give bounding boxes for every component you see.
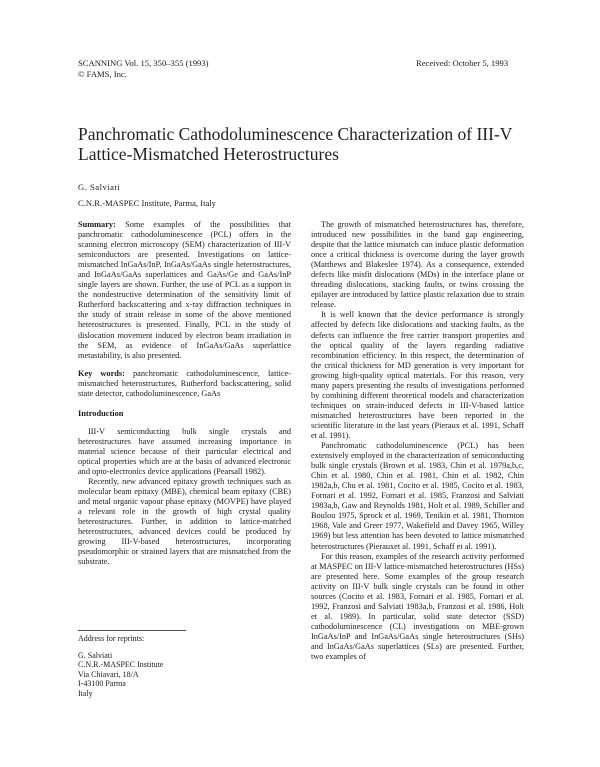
- intro-paragraph: Recently, new advanced epitaxy growth techniques such as molecular beam epitaxy (MBE), chemical beam epitaxy (CBE) and metal organic vapour phase epitaxy (MOVPE) have played a relevant role in the growth of high crystal quality heterostructures. Further, in addition to lattice-matched heterostructures, advanced devices could be produced by growing III-V-based heterostructures, incorporating pseudomorphic or strained layers that are mismatched from the substrate.: [78, 477, 291, 567]
- footnote-divider: [78, 630, 186, 631]
- paper-title: Panchromatic Cathodoluminescence Characterization of III-V Lattice-Mismatched Heterostructures: [78, 124, 513, 164]
- address-line: Italy: [78, 688, 93, 698]
- summary-text: Some examples of the possibilities that panchromatic cathodoluminescence (PCL) offers in the scanning electron microscopy (SEM) characterization of III-V semiconductors are presented. Investigations on lattice-mismatched InGaAs/InP, InGaAs/GaAs single heterostructures, and InGaAs/GaAs superlattices and GaAs/Ge and GaAs/InP single layers are shown. Further, the use of PCL as a support in the nondestructive determination of the sensitivity limit of Rutherford backscattering and x-ray diffraction techniques in the study of strain release in some of the above mentioned heterostructures is presented. Finally, PCL in the study of dislocation movement induced by electron beam irradiation in the SEM, as evidence of InGaAs/GaAs superlattice metastability, is also presented.: [78, 220, 291, 360]
- body-paragraph: The growth of mismatched heterostructures has, therefore, introduced new possibilities in the band gap engineering, despite that the lattice mismatch can induce plastic deformation once a critical thickness is overcome during the layer growth (Matthews and Blakeslee 1974). As a consequence, extended defects like misfit dislocations (MDs) in the interface plane or threading dislocations, stacking faults, or twins crossing the epilayer are introduced by lattice plastic relaxation due to strain release.: [311, 220, 524, 310]
- summary-label: Summary:: [78, 220, 116, 229]
- intro-heading: Introduction: [78, 408, 124, 418]
- reprint-address: [78, 634, 278, 699]
- left-column: [78, 220, 291, 568]
- received-date: Received: October 5, 1993: [416, 58, 509, 68]
- right-column: [311, 220, 524, 662]
- publisher-copyright: © FAMS, Inc.: [78, 69, 127, 79]
- address-label: Address for reprints:: [78, 634, 145, 643]
- keywords-text: panchromatic cathodoluminescence, lattice-mismatched heterostructures, Rutherford backscattering, solid state detector, cathodoluminescence, GaAs: [78, 368, 291, 398]
- address-line: G. Salviati: [78, 650, 113, 660]
- author-affiliation: C.N.R.-MASPEC Institute, Parma, Italy: [78, 198, 216, 208]
- body-paragraph: Panchromatic cathodoluminescence (PCL) has been extensively employed in the characterization of semiconducting bulk single crystals (Brown et al. 1983, Chin et al. 1979a,b,c, Chin et al. 1980, Chin et al. 1981, Chin et al. 1982, Chin 1982a,b, Chu et al. 1981, Cocito et al. 1985, Cocito et al. 1983, Fornari et al. 1992, Fornari et al. 1985, Franzosi and Salviati 1983a,b, Gaw and Reynolds 1981, Holt et al. 1989, Schiller and Boulou 1975, Sprock et al. 1969, Tenikin et al. 1981, Thornton 1968, Vale and Greer 1977, Wakefield and Davey 1965, Willey 1969) but less attention has been devoted to lattice mismatched heterostructures (Pierauxet al. 1991, Schaff et al. 1991).: [311, 441, 524, 551]
- author-name: G. Salviati: [78, 182, 121, 192]
- address-line: I-43100 Parma: [78, 679, 126, 689]
- intro-paragraph: III-V semiconducting bulk single crystals and heterostructures have assumed increasing importance in material science because of their particular electrical and optical properties which are at the basis of advanced electronic and opto-electronics device applications (Pearsall 1982).: [78, 426, 291, 477]
- address-line: C.N.R.-MASPEC Institute: [78, 660, 164, 670]
- body-paragraph: For this reason, examples of the research activity performed at MASPEC on III-V lattice-mismatched heterostructures (HSs) are presented here. Some examples of the group research activity on III-V bulk single crystals can be found in other sources (Cocito et al. 1983, Fornari et al. 1985, Fornari et al. 1992, Franzosi and Salviati 1983a,b, Franzosi et al. 1986, Holt et al. 1989). In particular, solid state detector (SSD) cathodoluminescence (CL) investigations on MBE-grown InGaAs/InP and InGaAs/GaAs single heterostructures (SHs) and InGaAs/GaAs superlattices (SLs) are presented. Further, two examples of: [311, 551, 524, 662]
- address-line: Via Chiavari, 18/A: [78, 669, 139, 679]
- keywords-paragraph: [78, 369, 291, 399]
- journal-citation: SCANNING Vol. 15, 350–355 (1993): [78, 58, 209, 68]
- keywords-label: Key words:: [78, 368, 125, 378]
- body-paragraph: It is well known that the device performance is strongly affected by defects like dislocations and stacking faults, as the defects can influence the free carrier transport properties and the optical quality of the layers regarding radiative recombination efficiency. In this respect, the determination of the critical thickness for MD generation is very important for growing high-quality optical materials. For this reason, very many papers presenting the results of investigations performed by combining different theoretical models and characterization techniques on strain-induced defects in III-V-based lattice mismatched heterostructures have been reported in the scientific literature in the last years (Pieraux et al. 1991, Schaff et al. 1991).: [311, 310, 524, 440]
- summary-paragraph: [78, 220, 291, 361]
